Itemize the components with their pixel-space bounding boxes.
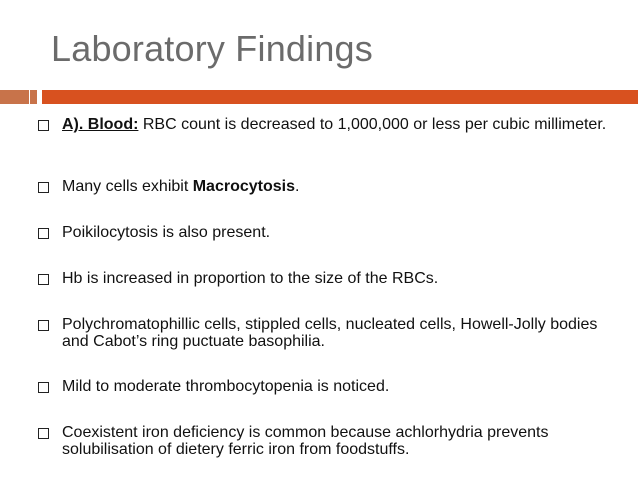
square-bullet-icon xyxy=(38,182,49,193)
bullet-text: Poikilocytosis is also present. xyxy=(62,224,271,241)
bullet-body: RBC count is decreased to 1,000,000 or less per cubic millimeter. xyxy=(138,116,607,133)
bullet-pre: Many cells exhibit xyxy=(62,178,193,195)
square-bullet-icon xyxy=(38,274,49,285)
title-rule xyxy=(42,90,638,104)
bullet-emphasis: Macrocytosis xyxy=(192,178,295,195)
bullet-text xyxy=(62,178,614,195)
bullet-lead: A). Blood: xyxy=(62,116,139,133)
square-bullet-icon xyxy=(38,228,49,239)
title-rule-accent-small xyxy=(30,90,37,104)
square-bullet-icon xyxy=(38,428,49,439)
title-rule-accent xyxy=(0,90,29,104)
bullet-text: Hb is increased in proportion to the size of the RBCs. xyxy=(62,270,439,287)
slide-title: Laboratory Findings xyxy=(51,28,373,69)
bullet-text: Polychromatophillic cells, stippled cells, nucleated cells, Howell-Jolly bodies and Cabot’s ring puctuate basophilia. xyxy=(62,316,598,350)
square-bullet-icon xyxy=(38,120,49,131)
square-bullet-icon xyxy=(38,382,49,393)
bullet-post: . xyxy=(294,178,300,195)
square-bullet-icon xyxy=(38,320,49,331)
bullet-text: Mild to moderate thrombocytopenia is noticed. xyxy=(62,378,390,395)
bullet-text xyxy=(62,116,614,133)
bullet-text: Coexistent iron deficiency is common because achlorhydria prevents solubilisation of dietery ferric iron from foodstuffs. xyxy=(62,424,549,458)
